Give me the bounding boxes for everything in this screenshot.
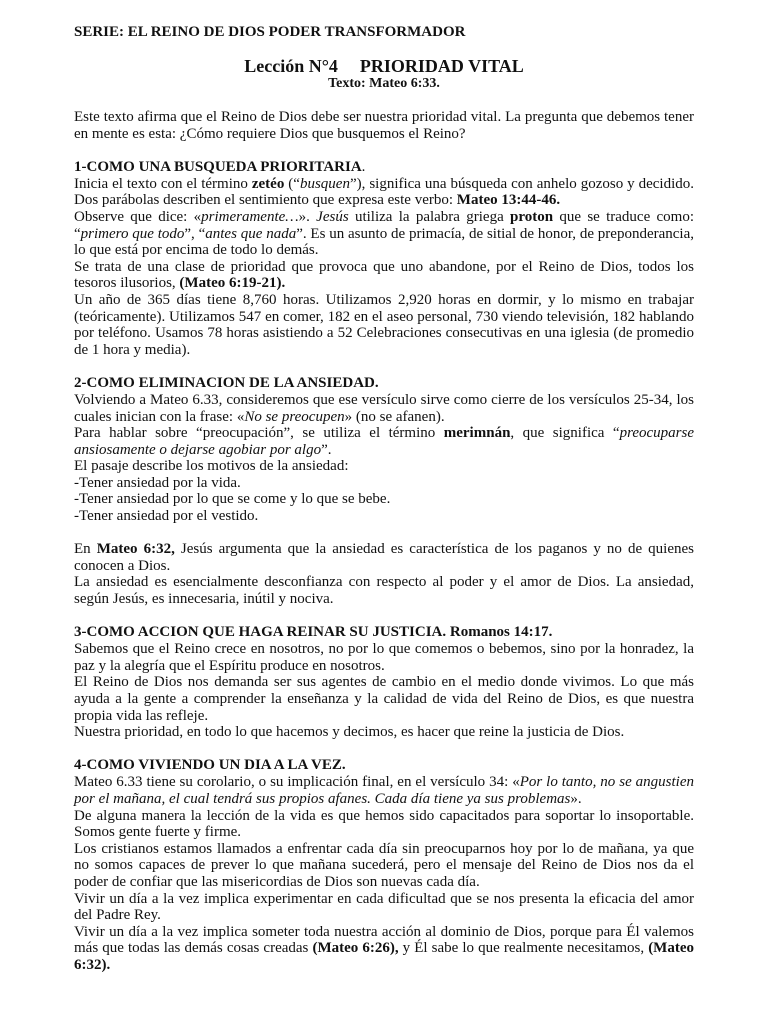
section-2-paragraph: Volviendo a Mateo 6.33, consideremos que ese versículo sirve como cierre de los versículos 25-34, los cuales inician con la frase: «No se preocupen» (no se afanen).: [74, 391, 694, 425]
intro-paragraph: Este texto afirma que el Reino de Dios debe ser nuestra prioridad vital. La pregunta que debemos tener en mente es esta: ¿Cómo requiere Dios que busquemos el Reino?: [74, 109, 694, 142]
section-4-paragraph: Vivir un día a la vez implica someter toda nuestra acción al dominio de Dios, porque para Él valemos más que todas las demás cosas creadas (Mateo 6:26), y Él sabe lo que realmente necesitamos, (Mateo 6:32).: [74, 923, 694, 973]
section-2-paragraph: La ansiedad es esencialmente desconfianza con respecto al poder y el amor de Dios. La ansiedad, según Jesús, es innecesaria, inútil y nociva.: [74, 574, 694, 608]
section-3-heading: 3-COMO ACCION QUE HAGA REINAR SU JUSTICIA. Romanos 14:17.: [74, 624, 553, 641]
lesson-text-reference: Texto: Mateo 6:33.: [328, 76, 440, 91]
section-1-paragraph: Observe que dice: «primeramente…». Jesús utiliza la palabra griega proton que se traduce como: “primero que todo”, “antes que nada”. Es un asunto de primacía, de sitial de honor, de preponderancia, lo que está por encima de todo lo demás.: [74, 208, 694, 259]
section-1-paragraph: Un año de 365 días tiene 8,760 horas. Utilizamos 2,920 horas en dormir, y lo mismo en trabajar (teóricamente). Utilizamos 547 en comer, 182 en el aseo personal, 730 viendo televisión, 182 hablando por teléfono. Usamos 78 horas asistiendo a 52 Celebraciones consecutivas en una iglesia (de promedio de 1 hora y media).: [74, 291, 694, 358]
list-item: -Tener ansiedad por lo que se come y lo que se bebe.: [74, 491, 391, 508]
lesson-number: Lección N°4: [244, 56, 338, 76]
section-2-heading: 2-COMO ELIMINACION DE LA ANSIEDAD.: [74, 374, 379, 391]
lesson-name: PRIORIDAD VITAL: [359, 56, 524, 76]
section-3-paragraph: El Reino de Dios nos demanda ser sus agentes de cambio en el medio donde vivimos. Lo que más ayuda a la gente a comprender la enseñanza y la calidad de vida del Reino de Dios, es que nuestra propia vida las refleje.: [74, 674, 694, 724]
section-3-paragraph: Sabemos que el Reino crece en nosotros, no por lo que comemos o bebemos, sino por la honradez, la paz y la alegría que el Espíritu produce en nosotros.: [74, 641, 694, 674]
section-4-paragraph: Los cristianos estamos llamados a enfrentar cada día sin preocuparnos hoy por lo de mañana, ya que no somos capaces de prever lo que mañana sucederá, pero el mensaje del Reino de Dios nos da el poder de confiar que las misericordias de Dios son nuevas cada día.: [74, 840, 694, 890]
list-item: -Tener ansiedad por la vida.: [74, 474, 241, 491]
list-item: -Tener ansiedad por el vestido.: [74, 508, 259, 525]
section-4-heading: 4-COMO VIVIENDO UN DIA A LA VEZ.: [74, 757, 346, 774]
section-1-heading: 1-COMO UNA BUSQUEDA PRIORITARIA.: [74, 158, 366, 175]
series-title: SERIE: EL REINO DE DIOS PODER TRANSFORMADOR: [74, 24, 466, 40]
section-4-paragraph: Mateo 6.33 tiene su corolario, o su implicación final, en el versículo 34: «Por lo tanto, no se angustien por el mañana, el cual tendrá sus propios afanes. Cada día tiene ya sus problemas».: [74, 774, 695, 807]
section-2-paragraph: El pasaje describe los motivos de la ansiedad:: [74, 458, 349, 475]
section-2-paragraph: En Mateo 6:32, Jesús argumenta que la ansiedad es característica de los paganos y no de quienes conocen a Dios.: [74, 541, 694, 574]
section-4-paragraph: Vivir un día a la vez implica experimentar en cada dificultad que se nos presenta la eficacia del amor del Padre Rey.: [74, 890, 694, 924]
section-1-paragraph: Inicia el texto con el término zetéo (“busquen”), significa una búsqueda con anhelo gozoso y decidido. Dos parábolas describen el sentimiento que expresa este verbo: Mateo 13:44-46.: [74, 175, 695, 209]
section-2-paragraph: Para hablar sobre “preocupación”, se utiliza el término merimnán, que significa “preocuparse ansiosamente o dejarse agobiar por algo”.: [74, 425, 694, 458]
section-4-paragraph: De alguna manera la lección de la vida es que hemos sido capacitados para soportar lo insoportable. Somos gente fuerte y firme.: [74, 807, 694, 841]
section-3-paragraph: Nuestra prioridad, en todo lo que hacemos y decimos, es hacer que reine la justicia de Dios.: [74, 724, 625, 741]
lesson-title: [74, 56, 694, 76]
section-1-paragraph: Se trata de una clase de prioridad que provoca que uno abandone, por el Reino de Dios, todos los tesoros ilusorios, (Mateo 6:19-21).: [74, 258, 694, 292]
